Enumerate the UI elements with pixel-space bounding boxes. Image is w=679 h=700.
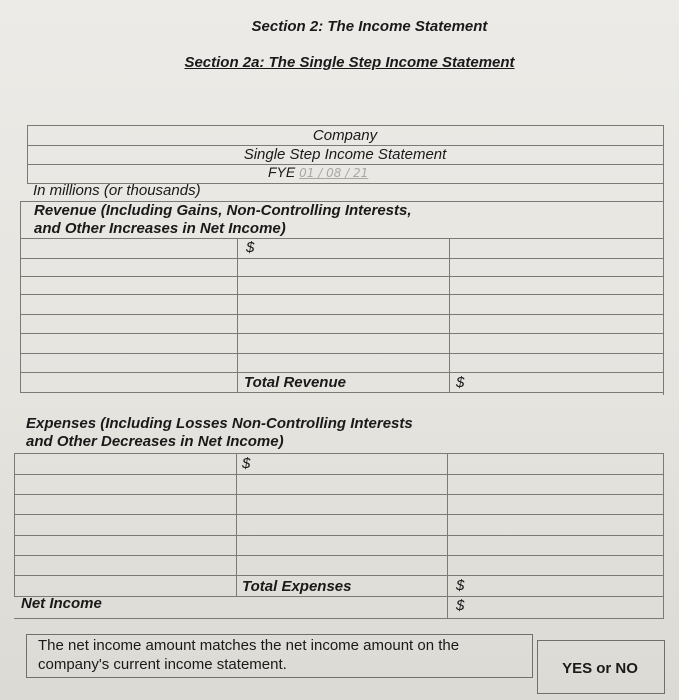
fye-label: [268, 164, 368, 180]
revenue-row-line: [20, 276, 664, 277]
expenses-row-line: [14, 474, 664, 475]
revenue-row-line: [20, 294, 664, 295]
expenses-dollar: $: [242, 455, 251, 472]
revenue-row-line: [20, 314, 664, 315]
net-income-label: Net Income: [21, 595, 102, 612]
revenue-heading: Revenue (Including Gains, Non-Controlling Interests,: [34, 202, 412, 219]
confirmation-text: The net income amount matches the net income amount on the: [38, 637, 460, 654]
revenue-left-border: [20, 201, 21, 392]
expenses-bottom-line: [14, 596, 664, 597]
units-note: In millions (or thousands): [33, 182, 201, 199]
expenses-heading-2: and Other Decreases in Net Income): [26, 433, 284, 450]
statement-name: Single Step Income Statement: [243, 146, 447, 163]
total-revenue-label: Total Revenue: [244, 374, 346, 391]
revenue-row-line: [20, 333, 664, 334]
table-top-border: [27, 125, 664, 126]
expenses-top-border: [14, 453, 664, 454]
net-income-bottom-line: [14, 618, 664, 619]
expenses-row-line: [14, 494, 664, 495]
revenue-row-line: [20, 353, 664, 354]
expenses-column-divider: [447, 453, 448, 619]
revenue-bottom-line: [20, 392, 664, 393]
expenses-row-line: [14, 514, 664, 515]
revenue-column-divider: [237, 238, 238, 392]
revenue-row-line: [20, 258, 664, 259]
total-revenue-dollar: $: [456, 374, 465, 391]
company-label: Company: [312, 127, 378, 144]
total-expenses-label: Total Expenses: [242, 578, 352, 595]
yes-no-label: YES or NO: [562, 660, 638, 677]
revenue-row-line: [20, 372, 664, 373]
table-left-border: [27, 125, 28, 183]
total-expenses-dollar: $: [456, 577, 465, 594]
revenue-heading-2: and Other Increases in Net Income): [34, 220, 286, 237]
confirmation-text-2: company's current income statement.: [38, 656, 287, 673]
net-income-dollar: $: [456, 597, 465, 614]
expenses-row-line: [14, 575, 664, 576]
expenses-heading: Expenses (Including Losses Non-Controlling Interests: [26, 415, 413, 432]
revenue-column-divider: [449, 238, 450, 392]
expenses-row-line: [14, 535, 664, 536]
table-right-border: [663, 125, 664, 395]
revenue-heading-divider: [20, 238, 664, 239]
section-title: Section 2: The Income Statement: [251, 18, 488, 35]
fye-date: 01 / 08 / 21: [299, 166, 369, 180]
expenses-right-border: [663, 453, 664, 619]
fye-text: FYE: [268, 164, 296, 180]
expenses-row-line: [14, 555, 664, 556]
revenue-dollar: $: [246, 239, 255, 256]
subsection-title: Section 2a: The Single Step Income Statement: [184, 54, 515, 71]
